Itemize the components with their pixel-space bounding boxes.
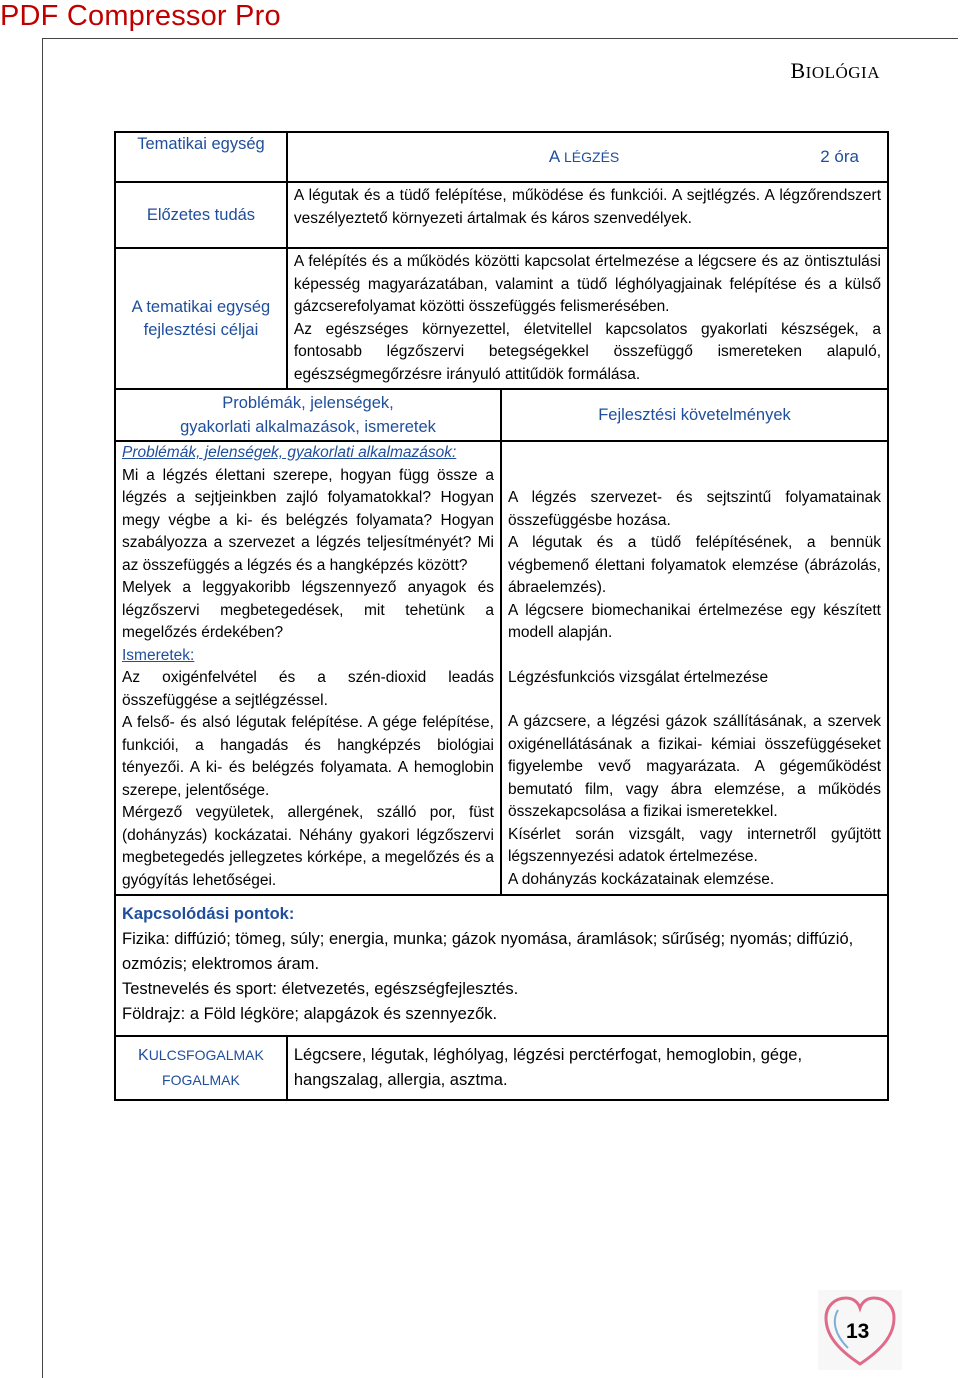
knowledge-text-3: Mérgező vegyületek, allergének, szálló por, füst (dohányzás) kockázatai. Néhány gyakori légzőszervi megbetegedés jellegzetes kórképe, a megelőzés és a gyógyítás lehetőségei.: [122, 804, 494, 889]
celok-text: [287, 248, 888, 389]
requirement-3: A légcsere biomechanikai értelmezése egy készített modell alapján.: [507, 601, 881, 641]
columns-header-row: [115, 389, 888, 441]
unit-title: [288, 146, 820, 169]
left-heading-line2: gyakorlati alkalmazások, ismeretek: [180, 418, 436, 436]
connections-physics: Fizika: diffúzió; tömeg, súly; energia, munka; gázok nyomása, áramlások; sűrűség; nyomás; diffúzió, ozmózis; elektromos áram.: [122, 930, 854, 973]
connections-geography: Földrajz: a Föld légköre; alapgázok és szennyezők.: [122, 1005, 498, 1023]
elozetes-label: Előzetes tudás: [115, 182, 287, 248]
content-row: [115, 441, 888, 895]
keywords-label-line1: [122, 1043, 280, 1068]
header-row: [115, 132, 888, 182]
keywords-text: Légcsere, légutak, léghólyag, légzési perctérfogat, hemoglobin, gége, hangszalag, allergia, asztma.: [287, 1036, 888, 1100]
knowledge-text-1: Az oxigénfelvétel és a szén-dioxid leadás összefüggése a sejtlégzéssel.: [122, 669, 494, 709]
spacer: [508, 442, 881, 487]
keywords-row: [115, 1036, 888, 1100]
connections-pe: Testnevelés és sport: életvezetés, egészségfejlesztés.: [122, 980, 519, 998]
right-column-heading: Fejlesztési követelmények: [501, 389, 888, 441]
header-label: Tematikai egység: [115, 132, 287, 182]
connections-heading: Kapcsolódási pontok:: [122, 905, 295, 923]
problems-text-1: Mi a légzés élettani szerepe, hogyan függ össze a légzés a sejtjeinkben zajló folyamatokkal? Hogyan megy végbe a ki- és belégzés folyamata? Hogyan szabályozza a szervezet a légzés teljesítményét? Mi az összefüggés a légzés és a hangképzés között?: [122, 466, 494, 574]
requirement-4: Légzésfunkciós vizsgálat értelmezése: [507, 668, 769, 686]
elozetes-row: [115, 182, 888, 248]
left-heading-line1: Problémák, jelenségek,: [222, 394, 394, 412]
keywords-label: [115, 1036, 287, 1100]
subject-initial: B: [790, 58, 806, 83]
subject-header: [790, 58, 880, 84]
celok-label-line1: A tematikai egység: [131, 298, 271, 316]
requirement-1: A légzés szervezet- és sejtszintű folyamatainak összefüggésbe hozása.: [507, 489, 881, 529]
keywords-label-line2: FOGALMAK: [162, 1072, 240, 1088]
connections-row: [115, 895, 888, 1036]
page-number: 13: [846, 1320, 870, 1343]
requirement-7: A dohányzás kockázatainak elemzése.: [507, 870, 775, 888]
celok-paragraph-2: Az egészséges környezettel, életvitellel kapcsolatos gyakorlati készségek, a fontosabb légzőszervi betegségekkel összefüggő ismereteken alapuló, egészségmegőrzésre irányuló attitűdök formálása.: [293, 320, 881, 383]
connections-cell: [115, 895, 888, 1036]
keywords-label-rest: ULCSFOGALMAK: [148, 1047, 264, 1063]
right-column-content: [501, 441, 888, 895]
requirement-5: A gázcsere, a légzési gázok szállításának, a szervek oxigénellátásának a fizikai- kémiai összefüggéseket figyelembe vevő magyarázata. A gégeműködést bemutató film, vagy ábra elemzése, a működés összekapcsolása a fizikai ismeretekkel.: [507, 713, 881, 820]
requirement-2: A légutak és a tüdő felépítésének, a bennük végbemenő élettani folyamatok elemzése (ábrázolás, ábraelemzés).: [507, 534, 881, 596]
header-title-cell: [287, 132, 888, 182]
knowledge-heading: Ismeretek:: [122, 646, 195, 664]
spacer: [508, 645, 881, 667]
celok-label-line2: fejlesztési céljai: [143, 320, 259, 339]
problems-text-2: Melyek a leggyakoribb légszennyező anyagok és légzőszervi megbetegedések, mit tehetünk a megelőzés érdekében?: [122, 579, 494, 641]
watermark-title: PDF Compressor Pro: [0, 0, 281, 32]
left-column-content: [115, 441, 501, 895]
curriculum-table: [114, 131, 889, 1101]
knowledge-text-2: A felső- és alsó légutak felépítése. A gége felépítése, funkciói, a hangadás és hangképzés biológiai tényezői. A ki- és belégzés folyamata. A hemoglobin szerepe, jelentősége.: [122, 714, 494, 799]
celok-row: [115, 248, 888, 389]
unit-title-first: A: [548, 146, 560, 166]
celok-label: [115, 248, 287, 389]
left-column-heading: [115, 389, 501, 441]
celok-paragraph-1: A felépítés és a működés közötti kapcsolat értelmezése a légcsere és az öntisztulási képesség magyarázatában, valamint a tüdő léghólyagjainak felépítése és a külső gázcserefolyamat közötti összefüggés felismerésében.: [293, 253, 881, 315]
requirement-6: Kísérlet során vizsgált, vagy internetről gyűjtött légszennyezési adatok értelmezése.: [507, 825, 881, 865]
elozetes-text: A légutak és a tüdő felépítése, működése és funkciói. A sejtlégzés. A légzőrendszert veszélyeztető környezeti ártalmak és káros szenvedélyek.: [287, 182, 888, 248]
unit-title-rest: LÉGZÉS: [564, 148, 620, 165]
problems-heading: Problémák, jelenségek, gyakorlati alkalmazások:: [122, 444, 457, 461]
unit-hours: 2 óra: [820, 146, 859, 166]
subject-rest: IOLÓGIA: [805, 63, 880, 82]
spacer: [508, 689, 881, 711]
page-number-badge: [818, 1290, 902, 1370]
keywords-initial: K: [138, 1047, 149, 1064]
